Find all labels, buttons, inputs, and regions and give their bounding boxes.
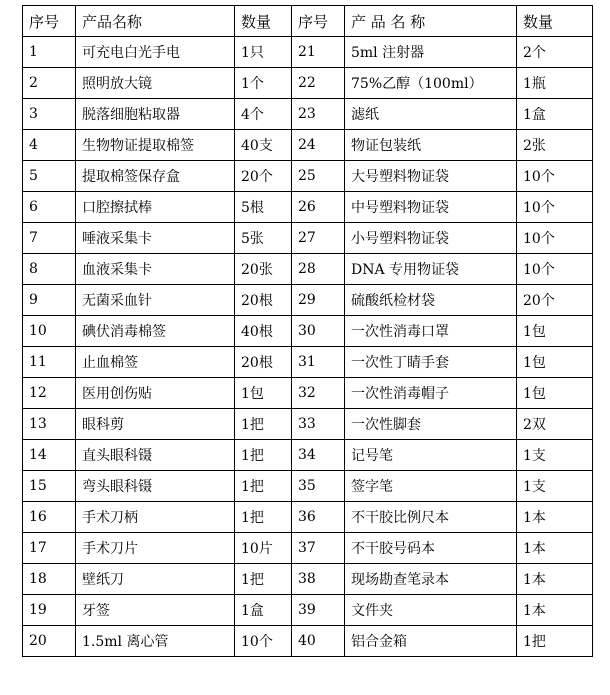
quantity-cell: 1本 bbox=[517, 564, 593, 595]
product-name-cell: 小号塑料物证袋 bbox=[345, 223, 517, 254]
product-name-cell: 牙签 bbox=[76, 595, 235, 626]
quantity-cell: 10个 bbox=[517, 161, 593, 192]
inventory-table bbox=[22, 5, 593, 657]
quantity-cell: 1把 bbox=[235, 471, 292, 502]
product-name-cell: 签字笔 bbox=[345, 471, 517, 502]
quantity-cell: 20个 bbox=[235, 161, 292, 192]
quantity-cell: 1把 bbox=[235, 440, 292, 471]
product-name-cell: 物证包装纸 bbox=[345, 130, 517, 161]
product-name-cell: 手术刀片 bbox=[76, 533, 235, 564]
quantity-cell: 20张 bbox=[235, 254, 292, 285]
quantity-cell: 10个 bbox=[517, 254, 593, 285]
product-name-cell: 手术刀柄 bbox=[76, 502, 235, 533]
quantity-cell: 10个 bbox=[517, 223, 593, 254]
table-row bbox=[23, 316, 593, 347]
serial-number-cell: 12 bbox=[23, 378, 76, 409]
table-row bbox=[23, 37, 593, 68]
serial-number-cell: 33 bbox=[292, 409, 345, 440]
product-name-cell: 一次性消毒口罩 bbox=[345, 316, 517, 347]
serial-number-cell: 38 bbox=[292, 564, 345, 595]
quantity-cell: 5张 bbox=[235, 223, 292, 254]
header-quantity: 数量 bbox=[235, 6, 292, 37]
serial-number-cell: 24 bbox=[292, 130, 345, 161]
quantity-cell: 1本 bbox=[517, 595, 593, 626]
product-name-cell: 医用创伤贴 bbox=[76, 378, 235, 409]
quantity-cell: 5根 bbox=[235, 192, 292, 223]
header-serial-number: 序号 bbox=[292, 6, 345, 37]
header-product-name: 产 品 名 称 bbox=[345, 6, 517, 37]
product-name-cell: 脱落细胞粘取器 bbox=[76, 99, 235, 130]
quantity-cell: 1本 bbox=[517, 533, 593, 564]
table-row bbox=[23, 99, 593, 130]
serial-number-cell: 25 bbox=[292, 161, 345, 192]
header-row bbox=[23, 6, 593, 37]
serial-number-cell: 9 bbox=[23, 285, 76, 316]
quantity-cell: 1支 bbox=[517, 471, 593, 502]
product-name-cell: 不干胶比例尺本 bbox=[345, 502, 517, 533]
quantity-cell: 2双 bbox=[517, 409, 593, 440]
table-body bbox=[23, 37, 593, 657]
product-name-cell: 硫酸纸检材袋 bbox=[345, 285, 517, 316]
serial-number-cell: 8 bbox=[23, 254, 76, 285]
quantity-cell: 1把 bbox=[517, 626, 593, 657]
table-row bbox=[23, 347, 593, 378]
quantity-cell: 10个 bbox=[517, 192, 593, 223]
product-name-cell: 壁纸刀 bbox=[76, 564, 235, 595]
product-name-cell: 不干胶号码本 bbox=[345, 533, 517, 564]
quantity-cell: 1支 bbox=[517, 440, 593, 471]
serial-number-cell: 28 bbox=[292, 254, 345, 285]
serial-number-cell: 7 bbox=[23, 223, 76, 254]
product-name-cell: 弯头眼科镊 bbox=[76, 471, 235, 502]
product-name-cell: 大号塑料物证袋 bbox=[345, 161, 517, 192]
header-product-name: 产品名称 bbox=[76, 6, 235, 37]
serial-number-cell: 36 bbox=[292, 502, 345, 533]
quantity-cell: 4个 bbox=[235, 99, 292, 130]
serial-number-cell: 16 bbox=[23, 502, 76, 533]
quantity-cell: 20个 bbox=[517, 285, 593, 316]
quantity-cell: 1只 bbox=[235, 37, 292, 68]
serial-number-cell: 29 bbox=[292, 285, 345, 316]
quantity-cell: 1瓶 bbox=[517, 68, 593, 99]
product-name-cell: 铝合金箱 bbox=[345, 626, 517, 657]
serial-number-cell: 5 bbox=[23, 161, 76, 192]
serial-number-cell: 1 bbox=[23, 37, 76, 68]
table-row bbox=[23, 161, 593, 192]
quantity-cell: 1包 bbox=[517, 378, 593, 409]
serial-number-cell: 18 bbox=[23, 564, 76, 595]
serial-number-cell: 10 bbox=[23, 316, 76, 347]
header-serial-number: 序号 bbox=[23, 6, 76, 37]
product-name-cell: DNA 专用物证袋 bbox=[345, 254, 517, 285]
table-row bbox=[23, 285, 593, 316]
quantity-cell: 1包 bbox=[517, 316, 593, 347]
serial-number-cell: 35 bbox=[292, 471, 345, 502]
serial-number-cell: 37 bbox=[292, 533, 345, 564]
product-name-cell: 一次性消毒帽子 bbox=[345, 378, 517, 409]
table-row bbox=[23, 409, 593, 440]
serial-number-cell: 20 bbox=[23, 626, 76, 657]
serial-number-cell: 6 bbox=[23, 192, 76, 223]
serial-number-cell: 17 bbox=[23, 533, 76, 564]
product-name-cell: 照明放大镜 bbox=[76, 68, 235, 99]
table-row bbox=[23, 254, 593, 285]
product-name-cell: 滤纸 bbox=[345, 99, 517, 130]
table-row bbox=[23, 68, 593, 99]
quantity-cell: 10个 bbox=[235, 626, 292, 657]
product-name-cell: 生物物证提取棉签 bbox=[76, 130, 235, 161]
serial-number-cell: 22 bbox=[292, 68, 345, 99]
table-row bbox=[23, 626, 593, 657]
quantity-cell: 1包 bbox=[235, 378, 292, 409]
product-name-cell: 口腔擦拭棒 bbox=[76, 192, 235, 223]
product-name-cell: 文件夹 bbox=[345, 595, 517, 626]
quantity-cell: 20根 bbox=[235, 285, 292, 316]
table-row bbox=[23, 378, 593, 409]
serial-number-cell: 3 bbox=[23, 99, 76, 130]
product-name-cell: 1.5ml 离心管 bbox=[76, 626, 235, 657]
product-name-cell: 一次性丁睛手套 bbox=[345, 347, 517, 378]
quantity-cell: 1本 bbox=[517, 502, 593, 533]
quantity-cell: 1盒 bbox=[517, 99, 593, 130]
quantity-cell: 1包 bbox=[517, 347, 593, 378]
product-name-cell: 记号笔 bbox=[345, 440, 517, 471]
product-name-cell: 止血棉签 bbox=[76, 347, 235, 378]
serial-number-cell: 40 bbox=[292, 626, 345, 657]
table-row bbox=[23, 223, 593, 254]
serial-number-cell: 2 bbox=[23, 68, 76, 99]
serial-number-cell: 31 bbox=[292, 347, 345, 378]
product-name-cell: 一次性脚套 bbox=[345, 409, 517, 440]
table-row bbox=[23, 471, 593, 502]
quantity-cell: 20根 bbox=[235, 347, 292, 378]
serial-number-cell: 14 bbox=[23, 440, 76, 471]
product-name-cell: 5ml 注射器 bbox=[345, 37, 517, 68]
table-row bbox=[23, 595, 593, 626]
table-row bbox=[23, 564, 593, 595]
product-name-cell: 75%乙醇（100ml） bbox=[345, 68, 517, 99]
quantity-cell: 1个 bbox=[235, 68, 292, 99]
product-name-cell: 眼科剪 bbox=[76, 409, 235, 440]
serial-number-cell: 19 bbox=[23, 595, 76, 626]
serial-number-cell: 32 bbox=[292, 378, 345, 409]
quantity-cell: 2张 bbox=[517, 130, 593, 161]
table-row bbox=[23, 440, 593, 471]
product-name-cell: 现场勘查笔录本 bbox=[345, 564, 517, 595]
table-row bbox=[23, 533, 593, 564]
quantity-cell: 1把 bbox=[235, 564, 292, 595]
serial-number-cell: 39 bbox=[292, 595, 345, 626]
serial-number-cell: 26 bbox=[292, 192, 345, 223]
product-name-cell: 中号塑料物证袋 bbox=[345, 192, 517, 223]
quantity-cell: 1把 bbox=[235, 502, 292, 533]
serial-number-cell: 21 bbox=[292, 37, 345, 68]
header-quantity: 数量 bbox=[517, 6, 593, 37]
quantity-cell: 1把 bbox=[235, 409, 292, 440]
quantity-cell: 1盒 bbox=[235, 595, 292, 626]
serial-number-cell: 13 bbox=[23, 409, 76, 440]
serial-number-cell: 34 bbox=[292, 440, 345, 471]
serial-number-cell: 4 bbox=[23, 130, 76, 161]
serial-number-cell: 27 bbox=[292, 223, 345, 254]
table-row bbox=[23, 502, 593, 533]
quantity-cell: 2个 bbox=[517, 37, 593, 68]
product-name-cell: 无菌采血针 bbox=[76, 285, 235, 316]
product-name-cell: 血液采集卡 bbox=[76, 254, 235, 285]
table-row bbox=[23, 192, 593, 223]
serial-number-cell: 15 bbox=[23, 471, 76, 502]
product-name-cell: 可充电白光手电 bbox=[76, 37, 235, 68]
quantity-cell: 40根 bbox=[235, 316, 292, 347]
quantity-cell: 10片 bbox=[235, 533, 292, 564]
quantity-cell: 40支 bbox=[235, 130, 292, 161]
serial-number-cell: 30 bbox=[292, 316, 345, 347]
product-name-cell: 碘伏消毒棉签 bbox=[76, 316, 235, 347]
product-name-cell: 唾液采集卡 bbox=[76, 223, 235, 254]
product-name-cell: 直头眼科镊 bbox=[76, 440, 235, 471]
table-row bbox=[23, 130, 593, 161]
product-name-cell: 提取棉签保存盒 bbox=[76, 161, 235, 192]
serial-number-cell: 11 bbox=[23, 347, 76, 378]
serial-number-cell: 23 bbox=[292, 99, 345, 130]
